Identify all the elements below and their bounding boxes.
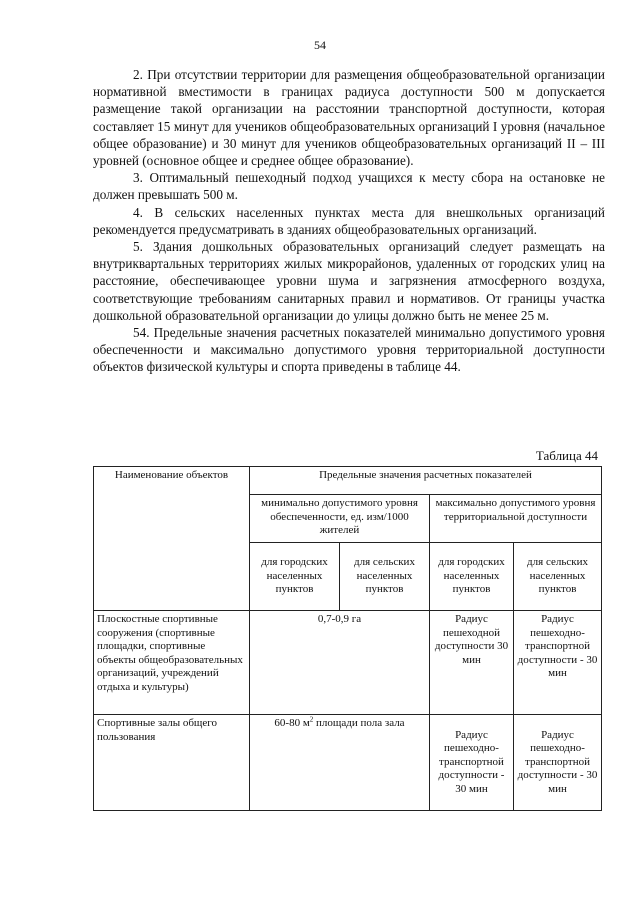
table-caption: Таблица 44 xyxy=(535,448,598,463)
table-header-row xyxy=(94,467,602,495)
row-urban-value: Радиус пешеходной доступности 30 мин xyxy=(430,611,514,715)
row-min-value: 0,7-0,9 га xyxy=(250,611,430,715)
header-urban-min: для городских населенных пунктов xyxy=(250,543,340,611)
paragraph-2: 2. При отсутствии территории для размещения общеобразовательной организации нормативной вместимости в границах радиуса доступности 500 м допускается размещение такой организации на расстоянии транспортной доступности, которая составляет 15 минут для учеников общеобразовательных организаций I уровня (начальное общее образование) и 30 минут для учеников общеобразовательных организаций II – III уровней (основное общее и среднее общее образование). xyxy=(93,67,605,169)
header-min-level: минимально допустимого уровня обеспеченности, ед. изм/1000 жителей xyxy=(250,495,430,543)
header-rural-min: для сельских населенных пунктов xyxy=(340,543,430,611)
paragraph-54: 54. Предельные значения расчетных показателей минимально допустимого уровня обеспеченности и максимально допустимого уровня территориальной доступности объектов физической культуры и спорта приведены в таблице 44. xyxy=(93,325,605,375)
table-row xyxy=(94,715,602,811)
body-text xyxy=(93,66,605,376)
norms-table xyxy=(93,466,602,811)
row-min-value-sup: 2 xyxy=(309,715,314,724)
row-min-value xyxy=(250,715,430,811)
header-max-level: максимально допустимого уровня территориальной доступности xyxy=(430,495,602,543)
row-rural-value: Радиус пешеходно-транспортной доступности - 30 мин xyxy=(514,715,602,811)
row-min-value-main: 60-80 м xyxy=(274,717,310,729)
row-name: Спортивные залы общего пользования xyxy=(94,715,250,811)
header-rural-max: для сельских населенных пунктов xyxy=(514,543,602,611)
paragraph-3: 3. Оптимальный пешеходный подход учащихся к месту сбора на остановке не должен превышать 500 м. xyxy=(93,170,605,203)
table-row xyxy=(94,611,602,715)
row-rural-value: Радиус пешеходно-транспортной доступности - 30 мин xyxy=(514,611,602,715)
header-urban-max: для городских населенных пунктов xyxy=(430,543,514,611)
row-urban-value: Радиус пешеходно-транспортной доступности - 30 мин xyxy=(430,715,514,811)
row-min-value-suffix: площади пола зала xyxy=(313,717,405,729)
paragraph-5: 5. Здания дошкольных образовательных организаций следует размещать на внутриквартальных территориях жилых микрорайонов, удаленных от городских улиц на расстояние, обеспечивающее уровни шума и загрязнения атмосферного воздуха, соответствующие требованиям санитарных правил и нормативов. От границы участка дошкольной образовательной организации до улицы должно быть не менее 25 м. xyxy=(93,239,605,323)
header-limits: Предельные значения расчетных показателей xyxy=(250,467,602,495)
page-number: 54 xyxy=(314,38,326,52)
paragraph-4: 4. В сельских населенных пунктах места для внешкольных организаций рекомендуется предусматривать в зданиях общеобразовательных организаций. xyxy=(93,204,605,237)
row-name: Плоскостные спортивные сооружения (спортивные площадки, спортивные объекты общеобразовательных организаций, учреждений отдыха и культуры) xyxy=(94,611,250,715)
header-object-name: Наименование объектов xyxy=(94,467,250,611)
